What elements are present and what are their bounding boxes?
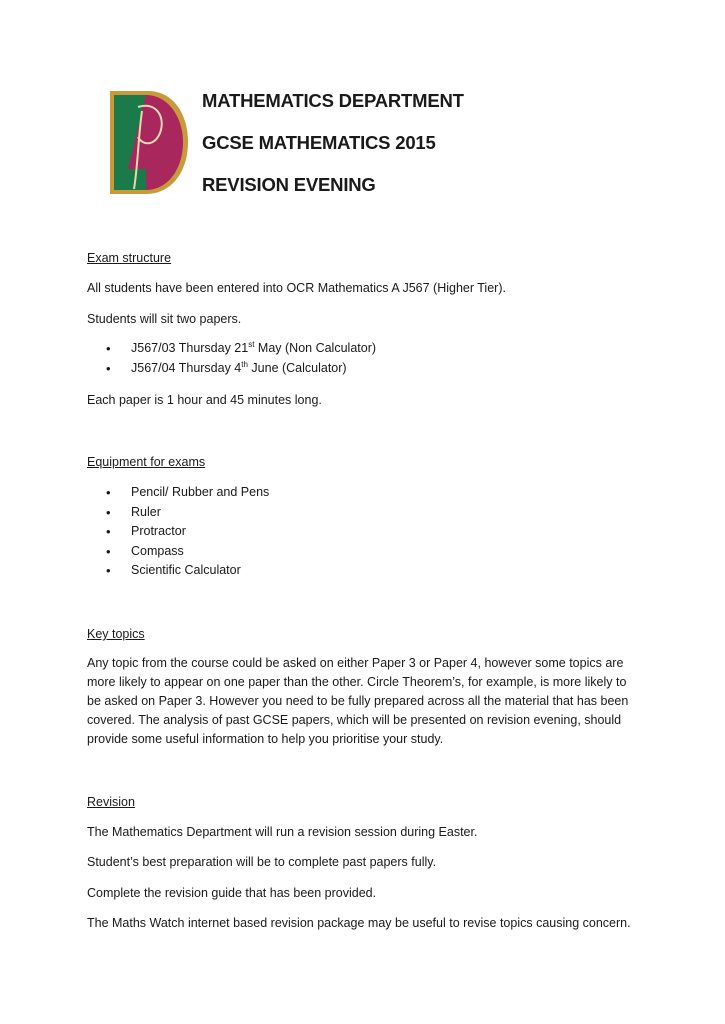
paragraph-line: covered. The analysis of past GCSE papers, which will be presented on revision evening, should <box>87 712 622 727</box>
department-title: MATHEMATICS DEPARTMENT <box>202 90 464 111</box>
event-title: REVISION EVENING <box>202 174 376 195</box>
exam-structure-heading: Exam structure <box>87 251 172 265</box>
list-item: • Protractor <box>87 522 269 542</box>
exam-entry-text: All students have been entered into OCR Mathematics A J567 (Higher Tier). <box>87 281 506 295</box>
equipment-heading: Equipment for exams <box>87 455 206 469</box>
revision-heading: Revision <box>87 795 135 809</box>
equipment-list <box>87 483 269 581</box>
revision-session-text: The Mathematics Department will run a revision session during Easter. <box>87 825 478 839</box>
list-item: • Compass <box>87 542 269 562</box>
list-item: • Pencil/ Rubber and Pens <box>87 483 269 503</box>
paragraph-line: provide some useful information to help you prioritise your study. <box>87 731 444 746</box>
key-topics-heading: Key topics <box>87 627 145 641</box>
list-item: • Ruler <box>87 503 269 523</box>
exam-papers-text: Students will sit two papers. <box>87 312 242 326</box>
header-titles <box>202 89 464 215</box>
paragraph-line: Any topic from the course could be asked on either Paper 3 or Paper 4, however some topics are <box>87 656 624 670</box>
list-item: • J567/03 Thursday 21st May (Non Calculator) <box>87 339 376 359</box>
revision-preparation-text: Student’s best preparation will be to complete past papers fully. <box>87 855 437 869</box>
course-title: GCSE MATHEMATICS 2015 <box>202 132 436 153</box>
revision-guide-text: Complete the revision guide that has been provided. <box>87 886 377 900</box>
exam-papers-list <box>87 339 376 378</box>
paragraph-line: be asked on Paper 3. However you need to be fully prepared across all the material that has been <box>87 693 629 708</box>
paragraph-line: more likely to appear on one paper than the other. Circle Theorem’s, for example, is more likely to <box>87 674 627 689</box>
list-item: • Scientific Calculator <box>87 561 269 581</box>
list-item: • J567/04 Thursday 4th June (Calculator) <box>87 359 376 379</box>
exam-duration-text: Each paper is 1 hour and 45 minutes long. <box>87 393 322 407</box>
revision-mathswatch-text: The Maths Watch internet based revision package may be useful to revise topics causing concern. <box>87 916 631 930</box>
key-topics-paragraph <box>87 654 632 749</box>
school-logo <box>108 89 190 196</box>
